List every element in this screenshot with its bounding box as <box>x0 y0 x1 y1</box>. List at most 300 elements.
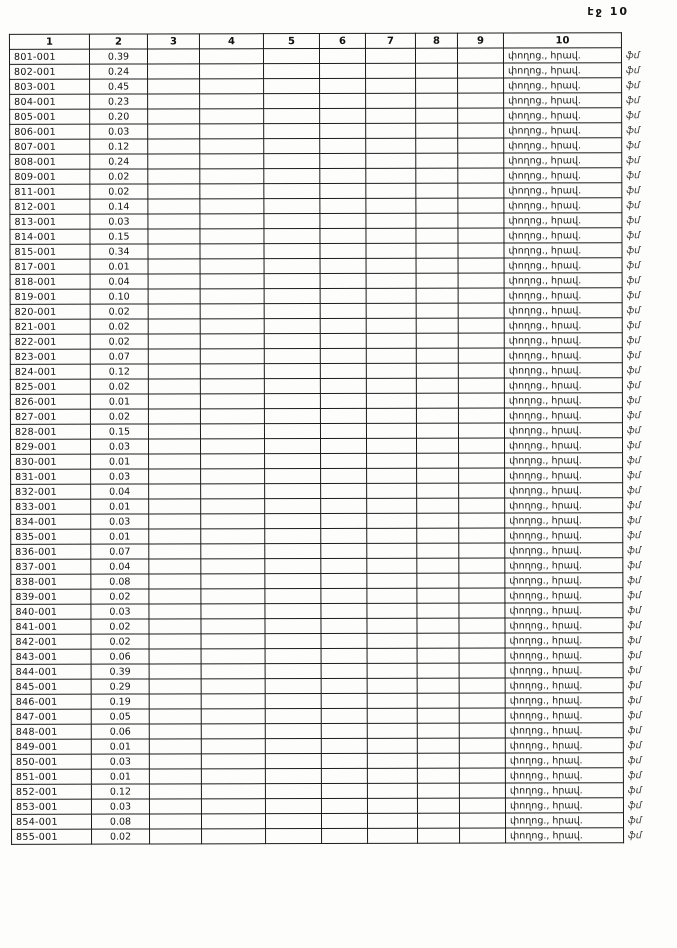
table-row <box>11 633 659 650</box>
empty-cell <box>367 648 417 663</box>
table-row <box>10 303 658 320</box>
empty-cell <box>264 409 320 424</box>
empty-cell <box>265 439 321 454</box>
empty-cell <box>367 618 417 633</box>
empty-cell <box>367 723 417 738</box>
column-header: 1 <box>9 34 89 49</box>
margin-note: ֆմ <box>626 409 641 421</box>
empty-cell <box>264 394 320 409</box>
value-cell: 0.01 <box>91 454 149 469</box>
empty-cell <box>148 334 200 349</box>
empty-cell <box>459 768 505 783</box>
empty-cell <box>265 694 321 709</box>
table-row <box>11 708 659 725</box>
margin-note: ֆմ <box>626 364 641 376</box>
empty-cell <box>367 543 417 558</box>
empty-cell <box>366 183 416 198</box>
page-number: էջ 10 <box>587 5 629 18</box>
category-cell: փողոց., հրավ. <box>504 183 622 198</box>
code-cell: 807-001 <box>10 139 90 154</box>
empty-cell <box>265 604 321 619</box>
empty-cell <box>201 514 265 529</box>
empty-cell <box>320 423 366 438</box>
empty-cell <box>417 468 459 483</box>
margin-note: ֆմ <box>626 79 640 91</box>
category-cell: փողոց., հրավ. <box>506 828 624 843</box>
empty-cell <box>459 603 505 618</box>
empty-cell <box>366 348 416 363</box>
category-cell: փողոց., հրավ. <box>504 123 622 138</box>
empty-cell <box>459 648 505 663</box>
empty-cell <box>201 634 265 649</box>
empty-cell <box>320 333 366 348</box>
empty-cell <box>320 378 366 393</box>
table-row <box>10 78 658 95</box>
value-cell: 0.06 <box>91 649 149 664</box>
code-cell: 817-001 <box>10 259 90 274</box>
empty-cell <box>367 588 417 603</box>
empty-cell <box>416 393 458 408</box>
code-cell: 837-001 <box>11 559 91 574</box>
empty-cell <box>148 79 200 94</box>
empty-cell <box>459 798 505 813</box>
empty-cell <box>148 394 200 409</box>
code-cell: 849-001 <box>11 739 91 754</box>
code-cell: 855-001 <box>12 829 92 844</box>
category-cell: փողոց., հրավ. <box>505 453 623 468</box>
value-cell: 0.01 <box>91 499 149 514</box>
empty-cell <box>264 424 320 439</box>
empty-cell <box>458 153 504 168</box>
margin-note: ֆմ <box>627 724 642 736</box>
code-cell: 843-001 <box>11 649 91 664</box>
table-row <box>10 408 658 425</box>
empty-cell <box>200 79 264 94</box>
empty-cell <box>264 169 320 184</box>
empty-cell <box>366 258 416 273</box>
empty-cell <box>459 813 505 828</box>
margin-header <box>621 33 657 48</box>
empty-cell <box>367 768 417 783</box>
margin-note: ֆմ <box>627 499 641 511</box>
empty-cell <box>321 618 367 633</box>
empty-cell <box>320 318 366 333</box>
empty-cell <box>148 64 200 79</box>
empty-cell <box>459 543 505 558</box>
empty-cell <box>148 229 200 244</box>
empty-cell <box>201 679 265 694</box>
empty-cell <box>148 349 200 364</box>
code-cell: 838-001 <box>11 574 91 589</box>
empty-cell <box>458 198 504 213</box>
empty-cell <box>367 513 417 528</box>
empty-cell <box>320 393 366 408</box>
empty-cell <box>149 574 201 589</box>
empty-cell <box>321 723 367 738</box>
empty-cell <box>265 649 321 664</box>
empty-cell <box>458 138 504 153</box>
empty-cell <box>321 813 367 828</box>
empty-cell <box>265 514 321 529</box>
empty-cell <box>458 243 504 258</box>
code-cell: 844-001 <box>11 664 91 679</box>
margin-note: ֆմ <box>626 139 640 151</box>
category-cell: փողոց., հրավ. <box>504 423 622 438</box>
table-row <box>10 318 658 335</box>
empty-cell <box>458 273 504 288</box>
value-cell: 0.07 <box>91 544 149 559</box>
category-cell: փողոց., հրավ. <box>505 663 623 678</box>
column-header: 6 <box>319 33 365 48</box>
margin-note: ֆմ <box>626 64 640 76</box>
empty-cell <box>200 109 264 124</box>
empty-cell <box>201 694 265 709</box>
value-cell: 0.06 <box>91 724 149 739</box>
empty-cell <box>149 739 201 754</box>
code-cell: 831-001 <box>11 469 91 484</box>
empty-cell <box>148 169 200 184</box>
margin-note: ֆմ <box>626 184 641 196</box>
empty-cell <box>149 679 201 694</box>
empty-cell <box>416 303 458 318</box>
category-cell: փողոց., հրավ. <box>505 693 623 708</box>
empty-cell <box>321 543 367 558</box>
empty-cell <box>265 784 321 799</box>
margin-note: ֆմ <box>627 544 641 556</box>
empty-cell <box>458 423 504 438</box>
empty-cell <box>367 693 417 708</box>
empty-cell <box>264 334 320 349</box>
empty-cell <box>321 498 367 513</box>
value-cell: 0.02 <box>90 304 148 319</box>
empty-cell <box>264 229 320 244</box>
empty-cell <box>458 333 504 348</box>
empty-cell <box>417 453 459 468</box>
empty-cell <box>366 138 416 153</box>
margin-note: ֆմ <box>627 619 642 631</box>
empty-cell <box>148 214 200 229</box>
empty-cell <box>367 738 417 753</box>
category-cell: փողոց., հրավ. <box>505 753 623 768</box>
code-cell: 824-001 <box>10 364 90 379</box>
empty-cell <box>320 243 366 258</box>
table-row <box>10 378 658 395</box>
empty-cell <box>201 529 265 544</box>
category-cell: փողոց., հրավ. <box>505 543 623 558</box>
margin-note: ֆմ <box>627 694 642 706</box>
empty-cell <box>321 798 367 813</box>
empty-cell <box>264 139 320 154</box>
value-cell: 0.04 <box>91 484 149 499</box>
empty-cell <box>416 363 458 378</box>
empty-cell <box>417 663 459 678</box>
table-row <box>10 273 658 290</box>
empty-cell <box>148 364 200 379</box>
empty-cell <box>416 78 458 93</box>
value-cell: 0.01 <box>91 529 149 544</box>
empty-cell <box>458 288 504 303</box>
margin-note: ֆմ <box>627 469 641 481</box>
empty-cell <box>200 259 264 274</box>
table-row <box>11 498 659 515</box>
empty-cell <box>265 634 321 649</box>
empty-cell <box>458 393 504 408</box>
empty-cell <box>459 753 505 768</box>
value-cell: 0.29 <box>91 679 149 694</box>
empty-cell <box>320 348 366 363</box>
empty-cell <box>265 589 321 604</box>
column-header: 2 <box>89 34 147 49</box>
code-cell: 853-001 <box>11 799 91 814</box>
category-cell: փողոց., հրավ. <box>505 798 623 813</box>
empty-cell <box>264 184 320 199</box>
empty-cell <box>459 738 505 753</box>
empty-cell <box>149 784 201 799</box>
empty-cell <box>367 813 417 828</box>
empty-cell <box>200 124 264 139</box>
empty-cell <box>458 93 504 108</box>
margin-note: ֆմ <box>626 244 641 256</box>
table-row <box>10 153 658 170</box>
category-cell: փողոց., հրավ. <box>504 333 622 348</box>
empty-cell <box>321 588 367 603</box>
empty-cell <box>417 543 459 558</box>
code-cell: 835-001 <box>11 529 91 544</box>
empty-cell <box>202 829 266 844</box>
value-cell: 0.23 <box>90 94 148 109</box>
empty-cell <box>416 93 458 108</box>
empty-cell <box>367 528 417 543</box>
empty-cell <box>266 829 322 844</box>
code-cell: 802-001 <box>10 64 90 79</box>
empty-cell <box>416 63 458 78</box>
empty-cell <box>458 258 504 273</box>
category-cell: փողոց., հրավ. <box>505 513 623 528</box>
empty-cell <box>417 768 459 783</box>
category-cell: փողոց., հրավ. <box>505 588 623 603</box>
empty-cell <box>367 573 417 588</box>
table-row <box>11 528 659 545</box>
empty-cell <box>320 363 366 378</box>
empty-cell <box>417 558 459 573</box>
table-row <box>10 243 658 260</box>
code-cell: 801-001 <box>9 49 89 64</box>
code-cell: 813-001 <box>10 214 90 229</box>
code-cell: 825-001 <box>10 379 90 394</box>
margin-note: ֆմ <box>626 229 641 241</box>
code-cell: 839-001 <box>11 589 91 604</box>
empty-cell <box>459 693 505 708</box>
empty-cell <box>417 783 459 798</box>
code-cell: 836-001 <box>11 544 91 559</box>
empty-cell <box>367 678 417 693</box>
empty-cell <box>458 363 504 378</box>
margin-note: ֆմ <box>627 739 642 751</box>
empty-cell <box>458 78 504 93</box>
code-cell: 840-001 <box>11 604 91 619</box>
table-row <box>11 573 659 590</box>
empty-cell <box>200 409 264 424</box>
table-row <box>11 693 659 710</box>
empty-cell <box>416 213 458 228</box>
empty-cell <box>264 259 320 274</box>
empty-cell <box>366 243 416 258</box>
category-cell: փողոց., հրավ. <box>504 228 622 243</box>
empty-cell <box>147 49 199 64</box>
empty-cell <box>149 769 201 784</box>
empty-cell <box>265 574 321 589</box>
code-cell: 819-001 <box>10 289 90 304</box>
empty-cell <box>459 498 505 513</box>
empty-cell <box>458 378 504 393</box>
empty-cell <box>320 168 366 183</box>
value-cell: 0.01 <box>91 739 149 754</box>
empty-cell <box>417 708 459 723</box>
value-cell: 0.02 <box>91 634 149 649</box>
empty-cell <box>366 78 416 93</box>
empty-cell <box>366 93 416 108</box>
empty-cell <box>366 273 416 288</box>
empty-cell <box>366 213 416 228</box>
empty-cell <box>200 169 264 184</box>
empty-cell <box>366 438 416 453</box>
empty-cell <box>200 364 264 379</box>
empty-cell <box>366 63 416 78</box>
category-cell: փողոց., հրավ. <box>504 153 622 168</box>
empty-cell <box>321 453 367 468</box>
empty-cell <box>458 183 504 198</box>
empty-cell <box>200 289 264 304</box>
margin-note: ֆմ <box>626 199 641 211</box>
table-row <box>10 183 658 200</box>
value-cell: 0.01 <box>90 394 148 409</box>
empty-cell <box>264 244 320 259</box>
empty-cell <box>150 829 202 844</box>
empty-cell <box>458 408 504 423</box>
margin-note: ֆմ <box>627 574 642 586</box>
empty-cell <box>416 228 458 243</box>
empty-cell <box>417 633 459 648</box>
empty-cell <box>149 634 201 649</box>
empty-cell <box>416 138 458 153</box>
empty-cell <box>265 529 321 544</box>
table-row <box>10 333 658 350</box>
empty-cell <box>200 64 264 79</box>
margin-note: ֆմ <box>627 634 642 646</box>
empty-cell <box>201 769 265 784</box>
code-cell: 846-001 <box>11 694 91 709</box>
empty-cell <box>416 198 458 213</box>
empty-cell <box>367 753 417 768</box>
empty-cell <box>459 573 505 588</box>
empty-cell <box>320 123 366 138</box>
empty-cell <box>416 423 458 438</box>
table-row <box>10 93 658 110</box>
code-cell: 848-001 <box>11 724 91 739</box>
empty-cell <box>366 303 416 318</box>
empty-cell <box>265 709 321 724</box>
table-row <box>11 798 659 815</box>
value-cell: 0.15 <box>90 229 148 244</box>
empty-cell <box>200 274 264 289</box>
table-row <box>10 138 658 155</box>
value-cell: 0.01 <box>91 769 149 784</box>
value-cell: 0.19 <box>91 694 149 709</box>
empty-cell <box>321 753 367 768</box>
empty-cell <box>416 438 458 453</box>
category-cell: փողոց., հրավ. <box>504 408 622 423</box>
empty-cell <box>265 724 321 739</box>
category-cell: փողոց., հրավ. <box>504 78 622 93</box>
table-row <box>11 768 659 785</box>
empty-cell <box>366 378 416 393</box>
category-cell: փողոց., հրավ. <box>504 243 622 258</box>
empty-cell <box>148 184 200 199</box>
column-header: 3 <box>147 34 199 49</box>
margin-note: ֆմ <box>627 604 642 616</box>
empty-cell <box>459 678 505 693</box>
empty-cell <box>264 79 320 94</box>
empty-cell <box>417 693 459 708</box>
category-cell: փողոց., հրավ. <box>504 168 622 183</box>
column-header: 4 <box>199 34 263 49</box>
empty-cell <box>320 138 366 153</box>
empty-cell <box>320 153 366 168</box>
empty-cell <box>200 319 264 334</box>
table-row <box>10 108 658 125</box>
empty-cell <box>321 438 367 453</box>
value-cell: 0.04 <box>91 559 149 574</box>
empty-cell <box>320 78 366 93</box>
code-cell: 821-001 <box>10 319 90 334</box>
empty-cell <box>321 663 367 678</box>
value-cell: 0.02 <box>90 409 148 424</box>
empty-cell <box>416 273 458 288</box>
category-cell: փողոց., հրավ. <box>505 678 623 693</box>
empty-cell <box>201 499 265 514</box>
empty-cell <box>367 708 417 723</box>
empty-cell <box>265 499 321 514</box>
value-cell: 0.12 <box>90 364 148 379</box>
category-cell: փողոց., հրավ. <box>505 633 623 648</box>
table-row <box>11 543 659 560</box>
empty-cell <box>321 573 367 588</box>
empty-cell <box>459 453 505 468</box>
empty-cell <box>416 348 458 363</box>
empty-cell <box>148 199 200 214</box>
empty-cell <box>367 468 417 483</box>
category-cell: փողոց., հրավ. <box>504 318 622 333</box>
empty-cell <box>264 274 320 289</box>
empty-cell <box>200 424 264 439</box>
empty-cell <box>148 409 200 424</box>
empty-cell <box>417 498 459 513</box>
empty-cell <box>264 214 320 229</box>
category-cell: փողոց., հրավ. <box>505 603 623 618</box>
empty-cell <box>366 153 416 168</box>
empty-cell <box>458 108 504 123</box>
empty-cell <box>321 768 367 783</box>
empty-cell <box>458 318 504 333</box>
empty-cell <box>459 783 505 798</box>
empty-cell <box>148 424 200 439</box>
table-row <box>11 648 659 665</box>
code-cell: 812-001 <box>10 199 90 214</box>
category-cell: փողոց., հրավ. <box>505 723 623 738</box>
margin-note: ֆմ <box>627 799 642 811</box>
empty-cell <box>200 379 264 394</box>
empty-cell <box>459 558 505 573</box>
